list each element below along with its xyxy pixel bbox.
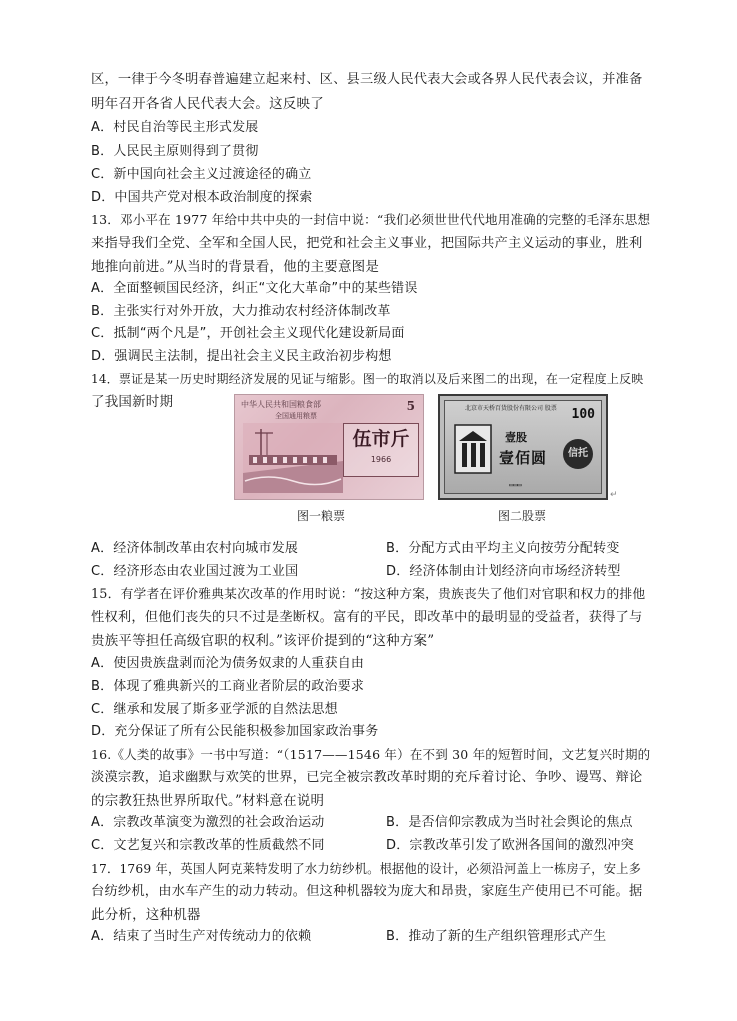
grain-ticket-image [234, 394, 424, 500]
stock-certificate-header: 北京市天桥百货股份有限公司 股票 [465, 405, 557, 412]
q12-option-d: D．中国共产党对根本政治制度的探索 [91, 190, 313, 205]
q13-stem-line-1: 13．邓小平在 1977 年给中共中央的一封信中说：“我们必须世世代代地用准确的完整的毛泽东思想 [91, 212, 651, 227]
return-arrow-icon: ↵ [610, 490, 618, 500]
grain-ticket-year: 1966 [370, 455, 392, 464]
q15-option-a: A．使因贵族盘剥而沦为债务奴隶的人重获自由 [91, 656, 365, 671]
q15-option-d: D．充分保证了所有公民能积极参加国家政治事务 [91, 724, 379, 739]
q12-option-b: B．人民民主原则得到了贯彻 [91, 144, 259, 159]
q13-option-b: B．主张实行对外开放，大力推动农村经济体制改革 [91, 304, 391, 319]
stock-certificate-share: 壹股 [505, 431, 527, 444]
q14-stem-line-1: 14．票证是某一历史时期经济发展的见证与缩影。图一的取消以及后来图二的出现，在一定程度上反映 [91, 372, 644, 386]
q13-stem-line-3: 地推向前进。”从当时的背景看，他的主要意图是 [91, 259, 380, 275]
stock-certificate-frame [444, 400, 602, 494]
q15-stem-line-1: 15．有学者在评价雅典某次改革的作用时说：“按这种方案，贵族丧失了他们对官职和权力的排他 [91, 587, 646, 602]
grain-ticket-amount: 伍市斤 [352, 428, 410, 450]
q17-stem-line-1: 17．1769 年，英国人阿克莱特发明了水力纺纱机。根据他的设计，必须沿河盖上一栋房子，安上多 [91, 862, 642, 876]
q16-option-d: D．宗教改革引发了欧洲各国间的激烈冲突 [386, 838, 634, 853]
stock-certificate-denomination: 100 [571, 407, 595, 422]
stock-certificate-amount: 壹佰圆 [499, 449, 548, 467]
q17-option-a: A．结束了当时生产对传统动力的依赖 [91, 929, 312, 944]
grain-ticket-header: 中华人民共和国粮食部 [241, 400, 321, 409]
q15-option-b: B．体现了雅典新兴的工商业者阶层的政治要求 [91, 679, 365, 694]
q14-option-d: D．经济体制由计划经济向市场经济转型 [386, 564, 621, 579]
q15-option-c: C．继承和发展了斯多亚学派的自然法思想 [91, 702, 338, 717]
grain-ticket-amount-box [343, 423, 419, 477]
q16-stem-line-3: 的宗教狂热世界所取代。”材料意在说明 [91, 793, 325, 809]
q12-option-a: A．村民自治等民主形式发展 [91, 120, 259, 135]
q13-option-c: C．抵制“两个凡是”，开创社会主义现代化建设新局面 [91, 326, 405, 341]
stock-certificate-image [438, 394, 608, 500]
q17-stem-line-3: 此分析，这种机器 [91, 907, 201, 923]
dam-illustration [243, 423, 343, 493]
q16-stem-line-2: 淡漠宗教，追求幽默与欢笑的世界，已完全被宗教改革时期的充斥着讨论、争吵、谩骂、辩论 [91, 770, 643, 785]
q12-option-c: C．新中国向社会主义过渡途径的确立 [91, 167, 312, 182]
stock-certificate-serial-mark: ▭▭▭ [509, 481, 522, 489]
q13-stem-line-2: 来指导我们全党、全军和全国人民，把党和社会主义事业，把国际共产主义运动的事业，胜利 [91, 236, 643, 251]
q12-stem-line-2: 明年召开各省人民代表大会。这反映了 [91, 96, 324, 112]
q16-option-b: B．是否信仰宗教成为当时社会舆论的焦点 [386, 815, 633, 830]
q14-option-c: C．经济形态由农业国过渡为工业国 [91, 564, 299, 579]
q16-stem-line-1: 16.《人类的故事》一书中写道：“（1517——1546 年）在不到 30 年的短暂时间，文艺复兴时期的 [91, 747, 651, 762]
grain-ticket-subheader: 全国通用粮票 [275, 412, 317, 420]
figure-1-caption: 图一粮票 [297, 509, 346, 523]
q16-option-a: A．宗教改革演变为激烈的社会政治运动 [91, 815, 325, 830]
stock-certificate-seal: 信托 [563, 439, 593, 469]
grain-ticket-denomination: 5 [406, 399, 415, 413]
q14-stem-line-2: 了我国新时期 [91, 394, 174, 410]
q14-option-b: B．分配方式由平均主义向按劳分配转变 [386, 541, 620, 556]
q14-option-a: A．经济体制改革由农村向城市发展 [91, 541, 299, 556]
q13-option-a: A．全面整顿国民经济，纠正“文化大革命”中的某些错误 [91, 281, 418, 296]
q15-stem-line-2: 性权利，但他们丧失的只不过是垄断权。富有的平民，即改革中的最明显的受益者，获得了与 [91, 610, 643, 625]
building-logo-icon [453, 423, 493, 475]
figure-2-caption: 图二股票 [498, 509, 547, 523]
q17-stem-line-2: 台纺纱机，由水车产生的动力转动。但这种机器较为庞大和昂贵，家庭生产使用已不可能。据 [91, 884, 643, 899]
q16-option-c: C．文艺复兴和宗教改革的性质截然不同 [91, 838, 325, 853]
q13-option-d: D．强调民主法制，提出社会主义民主政治初步构想 [91, 349, 392, 364]
q15-stem-line-3: 贵族平等担任高级官职的权利。”该评价提到的“这种方案” [91, 633, 435, 649]
q12-stem-line-1: 区，一律于今冬明春普遍建立起来村、区、县三级人民代表大会或各界人民代表会议，并准备 [91, 72, 643, 87]
q17-option-b: B．推动了新的生产组织管理形式产生 [386, 929, 607, 944]
